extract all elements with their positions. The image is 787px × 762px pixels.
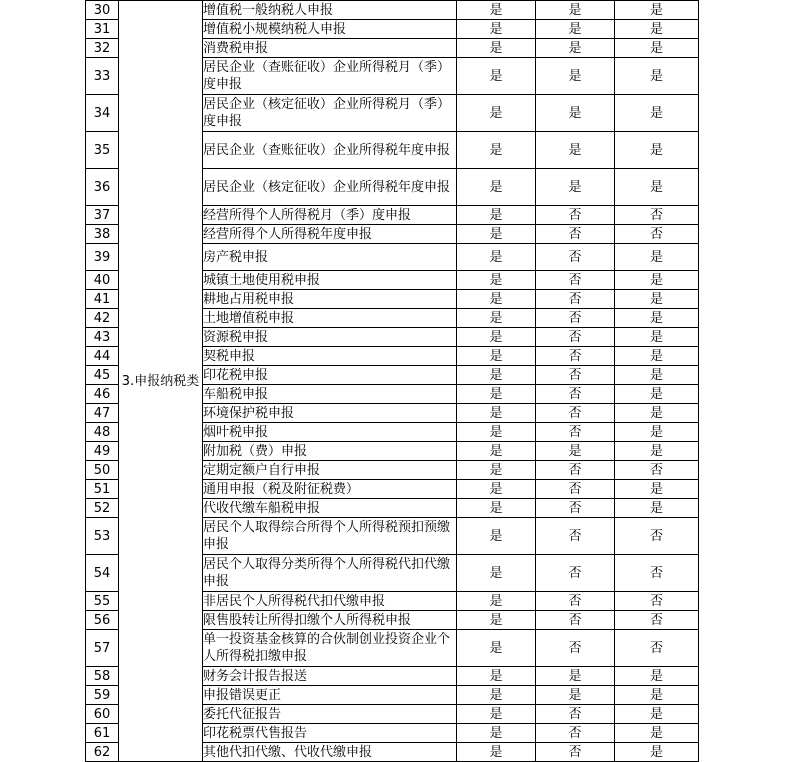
item-name: 附加税（费）申报 bbox=[203, 442, 457, 461]
item-name: 居民个人取得综合所得个人所得税预扣预缴申报 bbox=[203, 518, 457, 555]
flag-col-3: 是 bbox=[615, 328, 699, 347]
flag-col-3: 是 bbox=[615, 95, 699, 132]
flag-col-1: 是 bbox=[457, 630, 536, 667]
item-name: 消费税申报 bbox=[203, 39, 457, 58]
item-name: 环境保护税申报 bbox=[203, 404, 457, 423]
table-row bbox=[86, 1, 699, 20]
flag-col-3: 是 bbox=[615, 667, 699, 686]
flag-col-2: 否 bbox=[536, 743, 615, 762]
flag-col-2: 是 bbox=[536, 169, 615, 206]
flag-col-1: 是 bbox=[457, 518, 536, 555]
item-name: 烟叶税申报 bbox=[203, 423, 457, 442]
flag-col-3: 是 bbox=[615, 686, 699, 705]
row-number: 51 bbox=[86, 480, 119, 499]
row-number: 43 bbox=[86, 328, 119, 347]
row-number: 45 bbox=[86, 366, 119, 385]
flag-col-3: 是 bbox=[615, 366, 699, 385]
flag-col-3: 是 bbox=[615, 39, 699, 58]
row-number: 32 bbox=[86, 39, 119, 58]
flag-col-2: 是 bbox=[536, 686, 615, 705]
flag-col-3: 是 bbox=[615, 385, 699, 404]
flag-col-2: 否 bbox=[536, 423, 615, 442]
flag-col-1: 是 bbox=[457, 385, 536, 404]
item-name: 代收代缴车船税申报 bbox=[203, 499, 457, 518]
flag-col-3: 是 bbox=[615, 290, 699, 309]
item-name: 增值税小规模纳税人申报 bbox=[203, 20, 457, 39]
flag-col-2: 否 bbox=[536, 480, 615, 499]
row-number: 48 bbox=[86, 423, 119, 442]
flag-col-3: 是 bbox=[615, 169, 699, 206]
flag-col-2: 否 bbox=[536, 366, 615, 385]
row-number: 40 bbox=[86, 271, 119, 290]
item-name: 经营所得个人所得税月（季）度申报 bbox=[203, 206, 457, 225]
item-name: 印花税票代售报告 bbox=[203, 724, 457, 743]
row-number: 54 bbox=[86, 555, 119, 592]
item-name: 其他代扣代缴、代收代缴申报 bbox=[203, 743, 457, 762]
flag-col-2: 否 bbox=[536, 404, 615, 423]
flag-col-1: 是 bbox=[457, 206, 536, 225]
flag-col-3: 是 bbox=[615, 442, 699, 461]
flag-col-3: 是 bbox=[615, 705, 699, 724]
item-name: 资源税申报 bbox=[203, 328, 457, 347]
flag-col-2: 否 bbox=[536, 290, 615, 309]
flag-col-3: 是 bbox=[615, 58, 699, 95]
row-number: 58 bbox=[86, 667, 119, 686]
row-number: 60 bbox=[86, 705, 119, 724]
flag-col-3: 是 bbox=[615, 423, 699, 442]
item-name: 增值税一般纳税人申报 bbox=[203, 1, 457, 20]
flag-col-3: 是 bbox=[615, 244, 699, 271]
flag-col-1: 是 bbox=[457, 705, 536, 724]
item-name: 居民个人取得分类所得个人所得税代扣代缴申报 bbox=[203, 555, 457, 592]
flag-col-3: 是 bbox=[615, 404, 699, 423]
flag-col-1: 是 bbox=[457, 95, 536, 132]
item-name: 通用申报（税及附征税费） bbox=[203, 480, 457, 499]
row-number: 30 bbox=[86, 1, 119, 20]
flag-col-2: 否 bbox=[536, 271, 615, 290]
row-number: 57 bbox=[86, 630, 119, 667]
flag-col-3: 否 bbox=[615, 555, 699, 592]
flag-col-3: 是 bbox=[615, 1, 699, 20]
flag-col-2: 否 bbox=[536, 461, 615, 480]
item-name: 申报错误更正 bbox=[203, 686, 457, 705]
flag-col-3: 否 bbox=[615, 592, 699, 611]
flag-col-3: 否 bbox=[615, 611, 699, 630]
flag-col-2: 否 bbox=[536, 244, 615, 271]
flag-col-3: 是 bbox=[615, 20, 699, 39]
flag-col-3: 否 bbox=[615, 630, 699, 667]
flag-col-1: 是 bbox=[457, 461, 536, 480]
flag-col-1: 是 bbox=[457, 132, 536, 169]
flag-col-2: 是 bbox=[536, 39, 615, 58]
flag-col-2: 否 bbox=[536, 225, 615, 244]
item-name: 定期定额户自行申报 bbox=[203, 461, 457, 480]
row-number: 37 bbox=[86, 206, 119, 225]
row-number: 56 bbox=[86, 611, 119, 630]
flag-col-1: 是 bbox=[457, 667, 536, 686]
item-name: 单一投资基金核算的合伙制创业投资企业个人所得税扣缴申报 bbox=[203, 630, 457, 667]
flag-col-1: 是 bbox=[457, 20, 536, 39]
flag-col-3: 否 bbox=[615, 461, 699, 480]
flag-col-1: 是 bbox=[457, 290, 536, 309]
item-name: 限售股转让所得扣缴个人所得税申报 bbox=[203, 611, 457, 630]
item-name: 契税申报 bbox=[203, 347, 457, 366]
table-body bbox=[86, 1, 699, 762]
flag-col-1: 是 bbox=[457, 423, 536, 442]
row-number: 55 bbox=[86, 592, 119, 611]
row-number: 59 bbox=[86, 686, 119, 705]
flag-col-1: 是 bbox=[457, 686, 536, 705]
flag-col-2: 是 bbox=[536, 58, 615, 95]
flag-col-3: 是 bbox=[615, 309, 699, 328]
row-number: 46 bbox=[86, 385, 119, 404]
flag-col-1: 是 bbox=[457, 169, 536, 206]
row-number: 38 bbox=[86, 225, 119, 244]
row-number: 53 bbox=[86, 518, 119, 555]
row-number: 34 bbox=[86, 95, 119, 132]
flag-col-2: 否 bbox=[536, 705, 615, 724]
flag-col-2: 是 bbox=[536, 442, 615, 461]
flag-col-1: 是 bbox=[457, 611, 536, 630]
flag-col-2: 否 bbox=[536, 328, 615, 347]
item-name: 居民企业（核定征收）企业所得税年度申报 bbox=[203, 169, 457, 206]
flag-col-3: 是 bbox=[615, 132, 699, 169]
flag-col-2: 是 bbox=[536, 1, 615, 20]
row-number: 62 bbox=[86, 743, 119, 762]
flag-col-1: 是 bbox=[457, 225, 536, 244]
flag-col-2: 是 bbox=[536, 95, 615, 132]
flag-col-1: 是 bbox=[457, 499, 536, 518]
flag-col-3: 是 bbox=[615, 743, 699, 762]
item-name: 土地增值税申报 bbox=[203, 309, 457, 328]
row-number: 42 bbox=[86, 309, 119, 328]
flag-col-1: 是 bbox=[457, 743, 536, 762]
flag-col-2: 否 bbox=[536, 592, 615, 611]
flag-col-3: 是 bbox=[615, 480, 699, 499]
row-number: 35 bbox=[86, 132, 119, 169]
flag-col-2: 是 bbox=[536, 132, 615, 169]
item-name: 印花税申报 bbox=[203, 366, 457, 385]
row-number: 61 bbox=[86, 724, 119, 743]
flag-col-2: 是 bbox=[536, 20, 615, 39]
item-name: 耕地占用税申报 bbox=[203, 290, 457, 309]
item-name: 居民企业（查账征收）企业所得税年度申报 bbox=[203, 132, 457, 169]
item-name: 居民企业（核定征收）企业所得税月（季）度申报 bbox=[203, 95, 457, 132]
item-name: 经营所得个人所得税年度申报 bbox=[203, 225, 457, 244]
flag-col-1: 是 bbox=[457, 39, 536, 58]
flag-col-2: 否 bbox=[536, 347, 615, 366]
flag-col-2: 否 bbox=[536, 555, 615, 592]
flag-col-2: 否 bbox=[536, 309, 615, 328]
item-name: 房产税申报 bbox=[203, 244, 457, 271]
row-number: 39 bbox=[86, 244, 119, 271]
category-cell: 3.申报纳税类 bbox=[119, 1, 203, 762]
flag-col-1: 是 bbox=[457, 271, 536, 290]
flag-col-3: 是 bbox=[615, 271, 699, 290]
item-name: 财务会计报告报送 bbox=[203, 667, 457, 686]
flag-col-2: 否 bbox=[536, 724, 615, 743]
row-number: 44 bbox=[86, 347, 119, 366]
flag-col-1: 是 bbox=[457, 244, 536, 271]
flag-col-1: 是 bbox=[457, 347, 536, 366]
item-name: 居民企业（查账征收）企业所得税月（季）度申报 bbox=[203, 58, 457, 95]
flag-col-3: 否 bbox=[615, 206, 699, 225]
flag-col-2: 否 bbox=[536, 630, 615, 667]
item-name: 委托代征报告 bbox=[203, 705, 457, 724]
flag-col-3: 是 bbox=[615, 347, 699, 366]
flag-col-1: 是 bbox=[457, 366, 536, 385]
flag-col-1: 是 bbox=[457, 480, 536, 499]
flag-col-1: 是 bbox=[457, 724, 536, 743]
tax-items-table bbox=[85, 0, 699, 762]
flag-col-2: 否 bbox=[536, 385, 615, 404]
item-name: 车船税申报 bbox=[203, 385, 457, 404]
flag-col-3: 是 bbox=[615, 724, 699, 743]
flag-col-3: 是 bbox=[615, 499, 699, 518]
row-number: 50 bbox=[86, 461, 119, 480]
flag-col-3: 否 bbox=[615, 518, 699, 555]
item-name: 城镇土地使用税申报 bbox=[203, 271, 457, 290]
flag-col-1: 是 bbox=[457, 442, 536, 461]
flag-col-1: 是 bbox=[457, 328, 536, 347]
flag-col-1: 是 bbox=[457, 1, 536, 20]
flag-col-1: 是 bbox=[457, 592, 536, 611]
row-number: 41 bbox=[86, 290, 119, 309]
flag-col-2: 是 bbox=[536, 667, 615, 686]
row-number: 49 bbox=[86, 442, 119, 461]
row-number: 36 bbox=[86, 169, 119, 206]
flag-col-3: 否 bbox=[615, 225, 699, 244]
flag-col-1: 是 bbox=[457, 555, 536, 592]
row-number: 33 bbox=[86, 58, 119, 95]
flag-col-2: 否 bbox=[536, 611, 615, 630]
flag-col-1: 是 bbox=[457, 58, 536, 95]
row-number: 31 bbox=[86, 20, 119, 39]
row-number: 47 bbox=[86, 404, 119, 423]
flag-col-1: 是 bbox=[457, 309, 536, 328]
flag-col-1: 是 bbox=[457, 404, 536, 423]
flag-col-2: 否 bbox=[536, 499, 615, 518]
row-number: 52 bbox=[86, 499, 119, 518]
flag-col-2: 否 bbox=[536, 518, 615, 555]
item-name: 非居民个人所得税代扣代缴申报 bbox=[203, 592, 457, 611]
flag-col-2: 否 bbox=[536, 206, 615, 225]
